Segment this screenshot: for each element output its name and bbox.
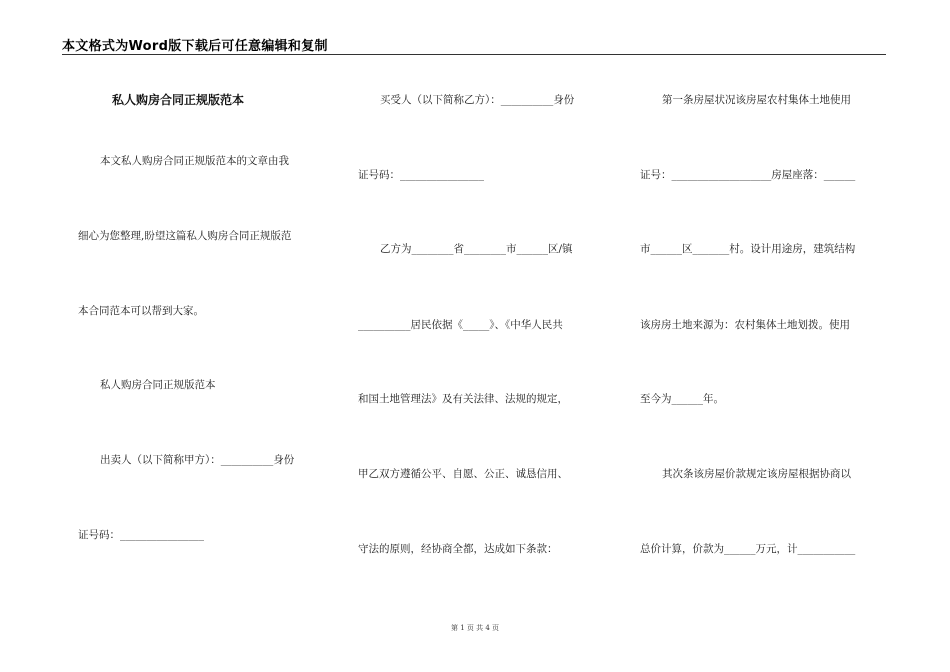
column-right [640, 0, 888, 672]
paragraph-line: 细心为您整理,盼望这篇私人购房合同正规版范 [78, 230, 292, 242]
paragraph-line: 总价计算，价款为______万元，计___________ [640, 543, 856, 555]
header-text: 本文格式为Word版下载后可任意编辑和复制 [62, 39, 328, 54]
paragraph-line: 市______区_______村。设计用途房，建筑结构 [640, 243, 856, 255]
paragraph-line: 出卖人（以下简称甲方）：__________身份 [100, 454, 295, 466]
column-left [78, 0, 324, 672]
paragraph-line: 乙方为________省________市______区/镇 [380, 243, 573, 255]
paragraph-line: 守法的原则，经协商全都，达成如下条款： [358, 543, 558, 555]
paragraph-line: 证号：___________________房屋座落：______ [640, 169, 856, 181]
paragraph-line: 第一条房屋状况该房屋农村集体土地使用 [662, 94, 851, 106]
column-middle [358, 0, 606, 672]
section-heading: 私人购房合同正规版范本 [100, 379, 216, 391]
page-number: 第 1 页 共 4 页 [450, 624, 500, 632]
paragraph-line: 至今为______年。 [640, 393, 724, 405]
paragraph-line: 买受人（以下简称乙方）：__________身份 [380, 94, 575, 106]
paragraph-line: 本文私人购房合同正规版范本的文章由我 [100, 155, 289, 167]
paragraph-line: __________居民依据《_____》、《中华人民共 [358, 319, 563, 331]
paragraph-line: 证号码：________________ [78, 529, 204, 541]
document-title: 私人购房合同正规版范本 [112, 93, 245, 107]
paragraph-line: 本合同范本可以帮到大家。 [78, 305, 204, 317]
paragraph-line: 证号码：________________ [358, 169, 484, 181]
paragraph-line: 其次条该房屋价款规定该房屋根据协商以 [662, 468, 851, 480]
paragraph-line: 该房房土地来源为：农村集体土地划拨。使用 [640, 319, 850, 331]
paragraph-line: 甲乙双方遵循公平、自愿、公正、诚恳信用、 [358, 468, 568, 480]
paragraph-line: 和国土地管理法》及有关法律、法规的规定， [358, 393, 568, 405]
